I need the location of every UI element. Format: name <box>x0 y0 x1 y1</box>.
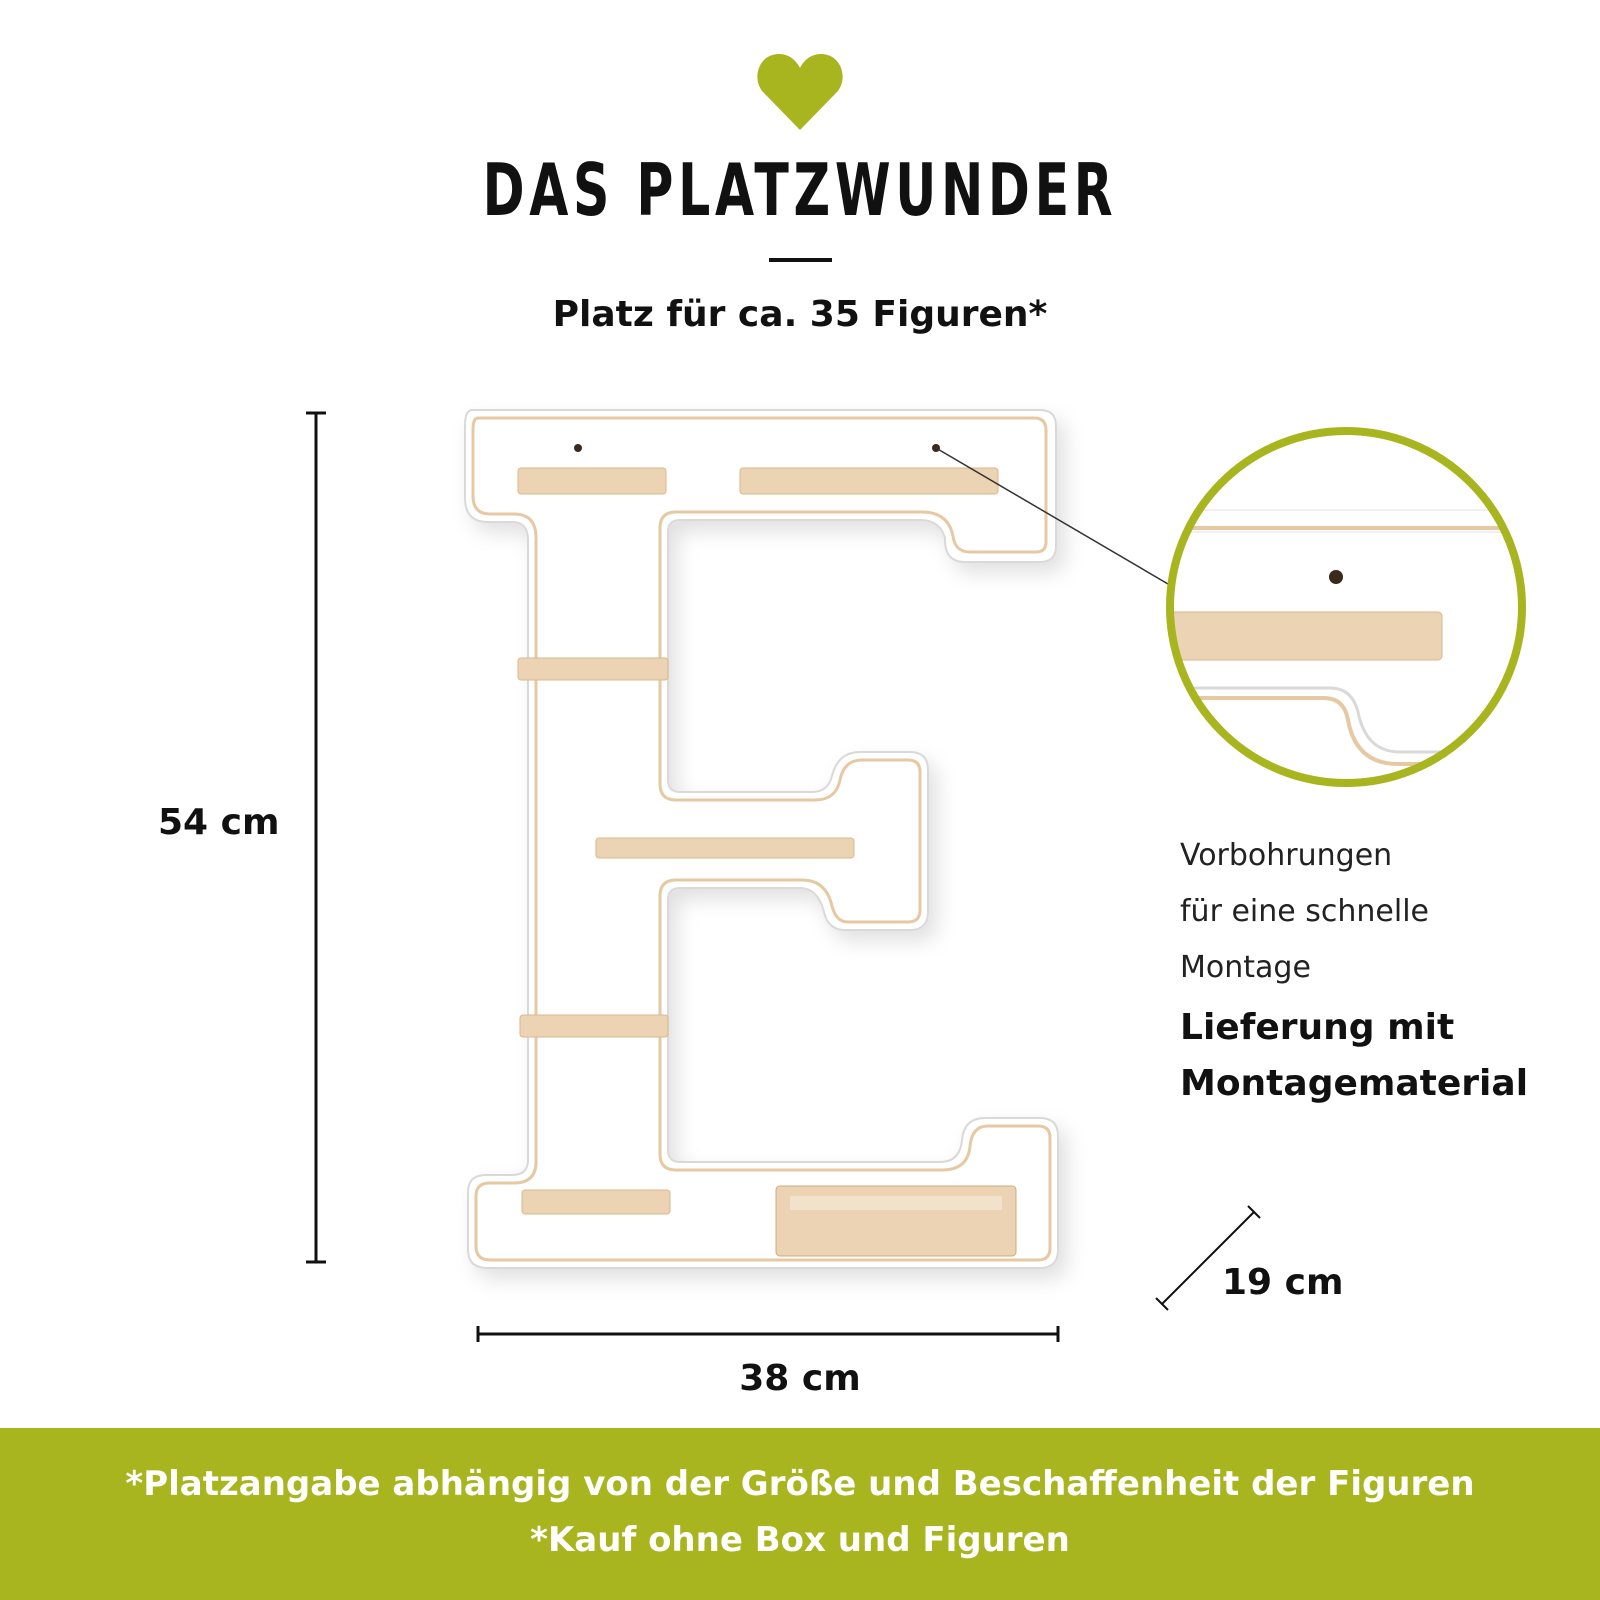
delivery-note <box>1180 1000 1528 1112</box>
delivery-line-1: Lieferung mit <box>1180 1007 1455 1048</box>
height-dimension-line <box>306 413 326 1262</box>
predrilled-note <box>1180 828 1429 996</box>
predrilled-line-2: für eine schnelle <box>1180 894 1429 929</box>
footer-note-2: *Kauf ohne Box und Figuren <box>530 1520 1070 1560</box>
width-label: 38 cm <box>739 1358 861 1399</box>
page-title: DAS PLATZWUNDER <box>482 148 1118 232</box>
delivery-line-2: Montagematerial <box>1180 1063 1529 1104</box>
height-label: 54 cm <box>158 802 280 843</box>
page-subtitle: Platz für ca. 35 Figuren* <box>552 294 1048 335</box>
predrilled-line-1: Vorbohrungen <box>1180 838 1393 873</box>
predrilled-line-3: Montage <box>1180 950 1311 985</box>
detail-magnifier <box>1160 431 1540 783</box>
footer-banner <box>0 1428 1600 1600</box>
width-dimension-line <box>478 1326 1058 1342</box>
depth-label: 19 cm <box>1222 1262 1344 1303</box>
footer-note-1: *Platzangabe abhängig von der Größe und Beschaffenheit der Figuren <box>125 1464 1475 1504</box>
